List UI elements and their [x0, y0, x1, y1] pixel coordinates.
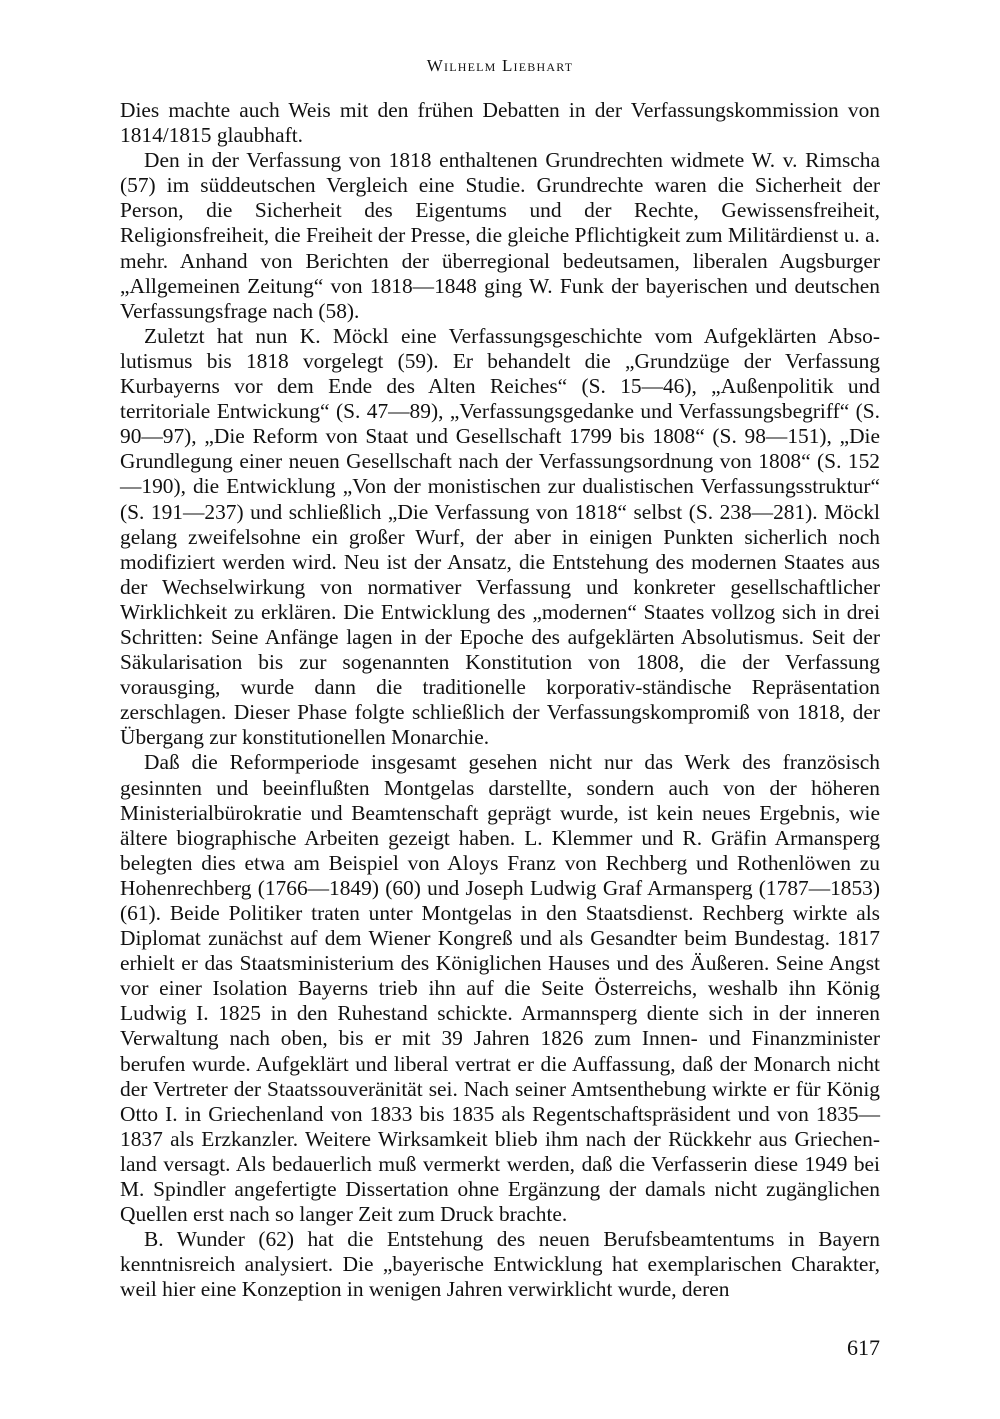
- paragraph-1: Dies machte auch Weis mit den frühen Debatten in der Verfassungskommission von 1814/1815 glaubhaft.: [120, 98, 880, 148]
- paragraph-2: Den in der Verfassung von 1818 enthaltenen Grundrechten widmete W. v. Rimscha (57) im süddeutschen Vergleich eine Studie. Grundrechte waren die Sicherheit der Person, die Sicherheit des Eigentums und der Rechte, Gewissensfreiheit, Religionsfreiheit, die Freiheit der Presse, die gleiche Pflichtigkeit zum Militärdienst u. a. mehr. Anhand von Berichten der überregional bedeutsamen, liberalen Augsburger „Allgemeinen Zeitung“ von 1818—1848 ging W. Funk der bayerischen und deutschen Verfassungsfrage nach (58).: [120, 148, 880, 323]
- paragraph-4: Daß die Reformperiode insgesamt gesehen nicht nur das Werk des französisch gesinnten und beeinflußten Montgelas darstellte, sondern auch von der höheren Ministerialbürokratie und Beamtenschaft geprägt wurde, ist kein neues Ergebnis, wie ältere biographische Arbeiten gezeigt haben. L. Klemmer und R. Gräfin Armansperg belegten dies etwa am Beispiel von Aloys Franz von Rechberg und Rothenlöwen zu Hohenrechberg (1766—1849) (60) und Joseph Ludwig Graf Armansperg (1787—1853) (61). Beide Politiker traten unter Montgelas in den Staatsdienst. Rechberg wirkte als Diplomat zunächst auf dem Wiener Kongreß und als Gesandter beim Bundestag. 1817 erhielt er das Staatsministerium des Königlichen Hauses und des Äußeren. Seine Angst vor einer Isolation Bayerns trieb ihn auf die Seite Österreichs, weshalb ihn König Ludwig I. 1825 in den Ruhestand schickte. Armannsperg diente sich in der inneren Verwaltung nach oben, bis er mit 39 Jahren 1826 zum Innen- und Finanzminister berufen wurde. Aufgeklärt und liberal vertrat er die Auffassung, daß der Monarch nicht der Vertreter der Staatssouveränität sei. Nach seiner Amtsenthebung wirkte er für König Otto I. in Griechenland von 1833 bis 1835 als Regentschaftspräsident und von 1835—1837 als Erzkanzler. Weitere Wirksamkeit blieb ihm nach der Rückkehr aus Griechenland versagt. Als bedauerlich muß vermerkt werden, daß die Verfasserin diese 1949 bei M. Spindler angefertigte Dissertation ohne Ergänzung der damals nicht zugänglichen Quellen erst nach so langer Zeit zum Druck brachte.: [120, 750, 880, 1227]
- body-text: [120, 98, 880, 1303]
- paragraph-3: Zuletzt hat nun K. Möckl eine Verfassungsgeschichte vom Aufgeklärten Absolutismus bis 1818 vorgelegt (59). Er behandelt die „Grundzüge der Verfassung Kurbayerns vor dem Ende des Alten Reiches“ (S. 15—46), „Außenpolitik und territoriale Entwickung“ (S. 47—89), „Verfassungsgedanke und Verfassungsbegriff“ (S. 90—97), „Die Reform von Staat und Gesellschaft 1799 bis 1808“ (S. 98—151), „Die Grundlegung einer neuen Gesellschaft nach der Verfassungsordnung von 1808“ (S. 152—190), die Entwicklung „Von der monistischen zur dualistischen Verfassungsstruktur“ (S. 191—237) und schließlich „Die Verfassung von 1818“ selbst (S. 238—281). Möckl gelang zweifelsohne ein großer Wurf, der aber in einigen Punkten sicherlich noch modifiziert werden wird. Neu ist der Ansatz, die Entstehung des modernen Staates aus der Wechselwirkung von normativer Verfassung und konkreter gesellschaftlicher Wirklichkeit zu erklären. Die Entwicklung des „modernen“ Staates vollzog sich in drei Schritten: Seine Anfänge lagen in der Epoche des aufgeklärten Absolutismus. Seit der Säkularisation bis zur sogenannten Konstitution von 1808, die der Verfassung vorausging, wurde dann die traditionelle korporativ-ständische Repräsentation zerschlagen. Dieser Phase folgte schließlich der Verfassungskompromiß von 1818, der Übergang zur konstitutionellen Monarchie.: [120, 323, 880, 750]
- page-number: 617: [847, 1335, 880, 1360]
- document-page: [120, 56, 880, 1396]
- paragraph-5: B. Wunder (62) hat die Entstehung des neuen Berufsbeamtentums in Bayern kenntnisreich analysiert. Die „bayerische Entwicklung hat exemplarischen Charakter, weil hier eine Konzeption in wenigen Jahren verwirklicht wurde, deren: [120, 1227, 880, 1302]
- running-head: Wilhelm Liebhart: [426, 56, 574, 75]
